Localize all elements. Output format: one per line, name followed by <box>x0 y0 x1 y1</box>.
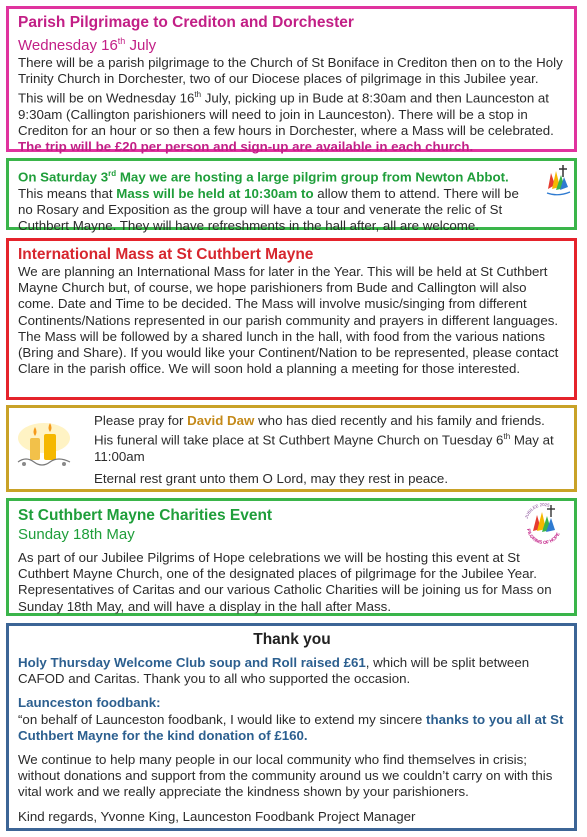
pilgrimage-price: The trip will be £20 per person and sign-up are available in each church. <box>18 139 474 155</box>
international-mass-notice <box>6 238 577 400</box>
eternal-rest-text: Eternal rest grant unto them O Lord, may they rest in peace. <box>94 471 449 487</box>
pilgrims-of-hope-logo <box>519 501 569 545</box>
pilgrim-group-text: On Saturday 3rd May we are hosting a large pilgrim group from Newton Abbot. This means that Mass will be held at 10:30am to allow them to attend. There will be no Rosary and Exposition as the group will have a tour and venerate the relic of St Cuthbert Mayne. They will have refreshments in the hall after, all are welcome. <box>18 169 519 234</box>
foodbank-quote: “on behalf of Launceston foodbank, I would like to extend my sincere thanks to you all at St Cuthbert Mayne for the kind donation of £160. <box>18 711 564 743</box>
foodbank-heading: Launceston foodbank: <box>18 695 161 711</box>
deceased-name: David Daw <box>187 413 255 428</box>
foodbank-support-text: We continue to help many people in our local community who find themselves in crisis; without donations and support from the community around us we couldn’t carry on with this vital work and we really appreciate the kindness shown by your parishioners. <box>18 752 553 800</box>
charities-text: As part of our Jubilee Pilgrims of Hope celebrations we will be hosting this event at St Cuthbert Mayne Church, one of the designated places of pilgrimage for the Jubilee Year. Representatives of Caritas and our various Catholic Charities will be joining us for Mass on Sunday 18th May, and will have a display in the hall after Mass. <box>18 550 552 614</box>
thank-you-notice <box>6 623 577 831</box>
pilgrim-group-notice <box>6 158 577 234</box>
prayer-notice <box>6 405 577 492</box>
pilgrimage-notice <box>6 6 577 155</box>
international-title: International Mass at St Cuthbert Mayne <box>18 246 314 263</box>
pilgrimage-text: There will be a parish pilgrimage to the Church of St Boniface in Crediton then on to the Holy Trinity Church in Dorchester, two of our Diocese places of pilgrimage in this Jubilee year. This will be on Wednesday 16th July, picking up in Bude at 8:30am and then Launceston at 9:30am (Callington parishioners will need to join in Launceston). There will be a stop in Crediton for an hour or so then a few hours in Dorchester, where a Mass will be celebrated. The trip will be £20 per person and sign-up are available in each church. <box>18 55 563 155</box>
pilgrimage-title: Parish Pilgrimage to Crediton and Dorchester <box>18 14 354 31</box>
international-text: We are planning an International Mass for later in the Year. This will be held at St Cuthbert Mayne Church but, of course, we hope parishioners from Bude and Callington will also come. Date and Time to be decided. The Mass will involve music/singing from different Continents/Nations represented in our parish community and prayers in different languages. The Mass will be followed by a shared lunch in the hall, with food from the various nations (Bring and Share). If you would like your Continent/Nation to be represented, please contact Clare in the parish office. We will soon hold a planning a meeting for those interested. <box>18 264 559 377</box>
logo-arc-bottom: PILGRIMS OF HOPE <box>526 528 561 545</box>
foodbank-signoff: Kind regards, Yvonne King, Launceston Foodbank Project Manager <box>18 808 416 824</box>
charities-date: Sunday 18th May <box>18 526 135 543</box>
prayer-text: Please pray for David Daw who has died recently and his family and friends. His funeral will take place at St Cuthbert Mayne Church on Tuesday 6th May at 11:00am <box>94 413 554 464</box>
logo-arc-top: JUBILEE 2025 <box>523 501 551 520</box>
soup-roll-text: Holy Thursday Welcome Club soup and Roll raised £61, which will be split between CAFOD and Caritas. Thank you to all who supported the occasion. <box>18 655 530 687</box>
charities-event-notice <box>6 498 577 616</box>
pilgrimage-date: Wednesday 16th July <box>18 36 157 54</box>
thank-you-title: Thank you <box>253 631 331 648</box>
jubilee-logo <box>543 163 573 197</box>
charities-title: St Cuthbert Mayne Charities Event <box>18 507 273 524</box>
